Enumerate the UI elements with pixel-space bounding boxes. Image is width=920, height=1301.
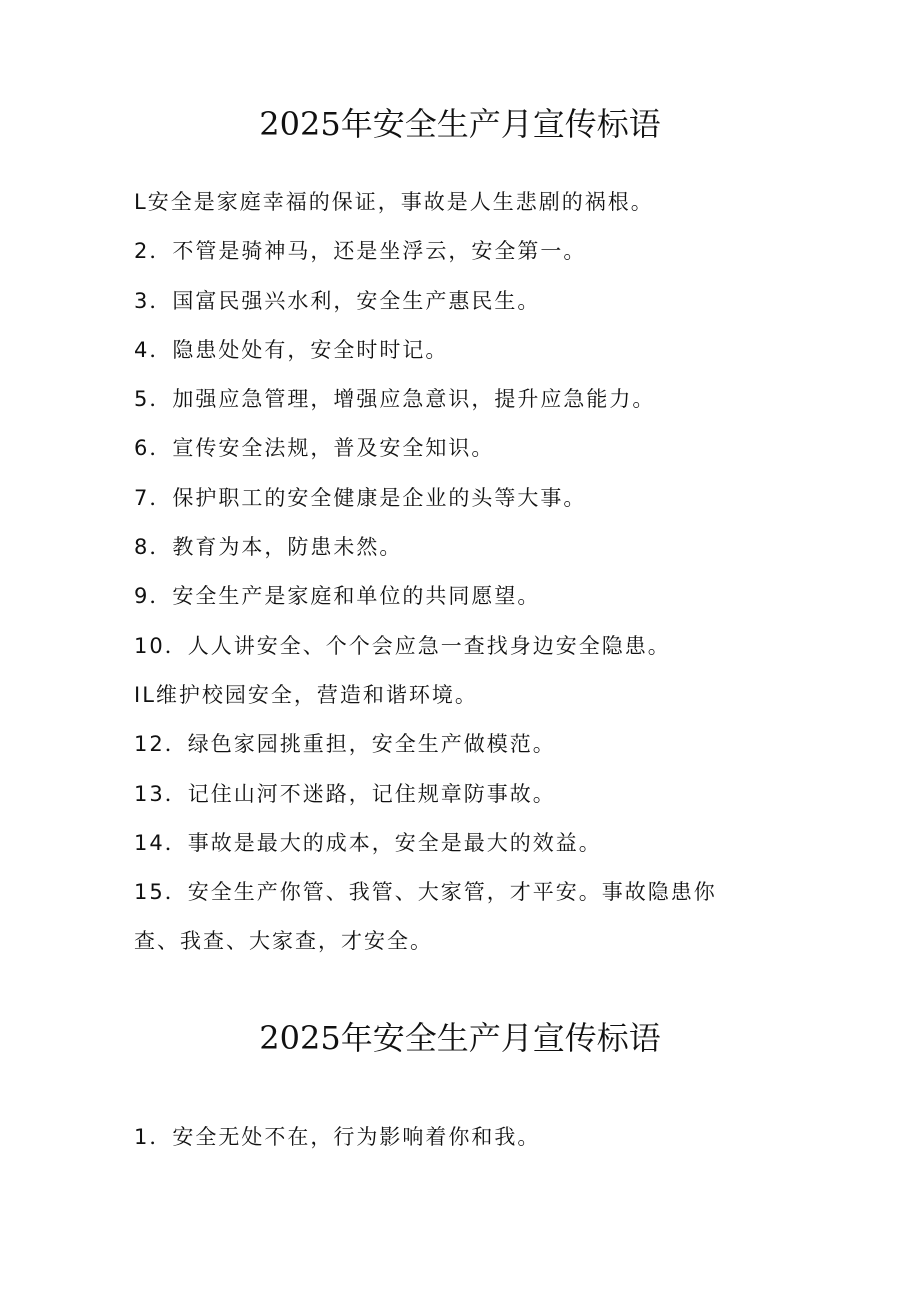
section-title: 2025年安全生产月宣传标语	[259, 105, 661, 143]
list-item: 6．宣传安全法规，普及安全知识。	[134, 436, 495, 461]
list-item: 3．国富民强兴水利，安全生产惠民生。	[134, 288, 541, 313]
list-item: 8．教育为本，防患未然。	[134, 535, 403, 560]
list-item: L安全是家庭幸福的保证，事故是人生悲剧的祸根。	[134, 190, 654, 214]
slogan-list	[134, 178, 774, 967]
list-item-multiline	[134, 868, 774, 967]
slogan-list	[134, 1113, 774, 1162]
list-item-line: 查、我查、大家查，才安全。	[134, 929, 433, 954]
list-item: 10．人人讲安全、个个会应急一查找身边安全隐患。	[134, 633, 671, 658]
list-item: 9．安全生产是家庭和单位的共同愿望。	[134, 584, 541, 609]
list-item: 14．事故是最大的成本，安全是最大的效益。	[134, 830, 602, 855]
list-item: 13．记住山河不迷路，记住规章防事故。	[134, 781, 556, 806]
list-item: 7．保护职工的安全健康是企业的头等大事。	[134, 485, 587, 510]
list-item: 4．隐患处处有，安全时时记。	[134, 337, 449, 362]
list-item: 12．绿色家园挑重担，安全生产做模范。	[134, 732, 556, 757]
section-title: 2025年安全生产月宣传标语	[259, 1019, 661, 1057]
list-item-line: 15．安全生产你管、我管、大家管，才平安。事故隐患你	[134, 880, 717, 905]
list-item: 2．不管是骑神马，还是坐浮云，安全第一。	[134, 239, 587, 264]
list-item: 5．加强应急管理，增强应急意识，提升应急能力。	[134, 387, 656, 412]
list-item: IL维护校园安全，营造和谐环境。	[134, 682, 478, 707]
list-item: 1．安全无处不在，行为影响着你和我。	[134, 1125, 541, 1149]
